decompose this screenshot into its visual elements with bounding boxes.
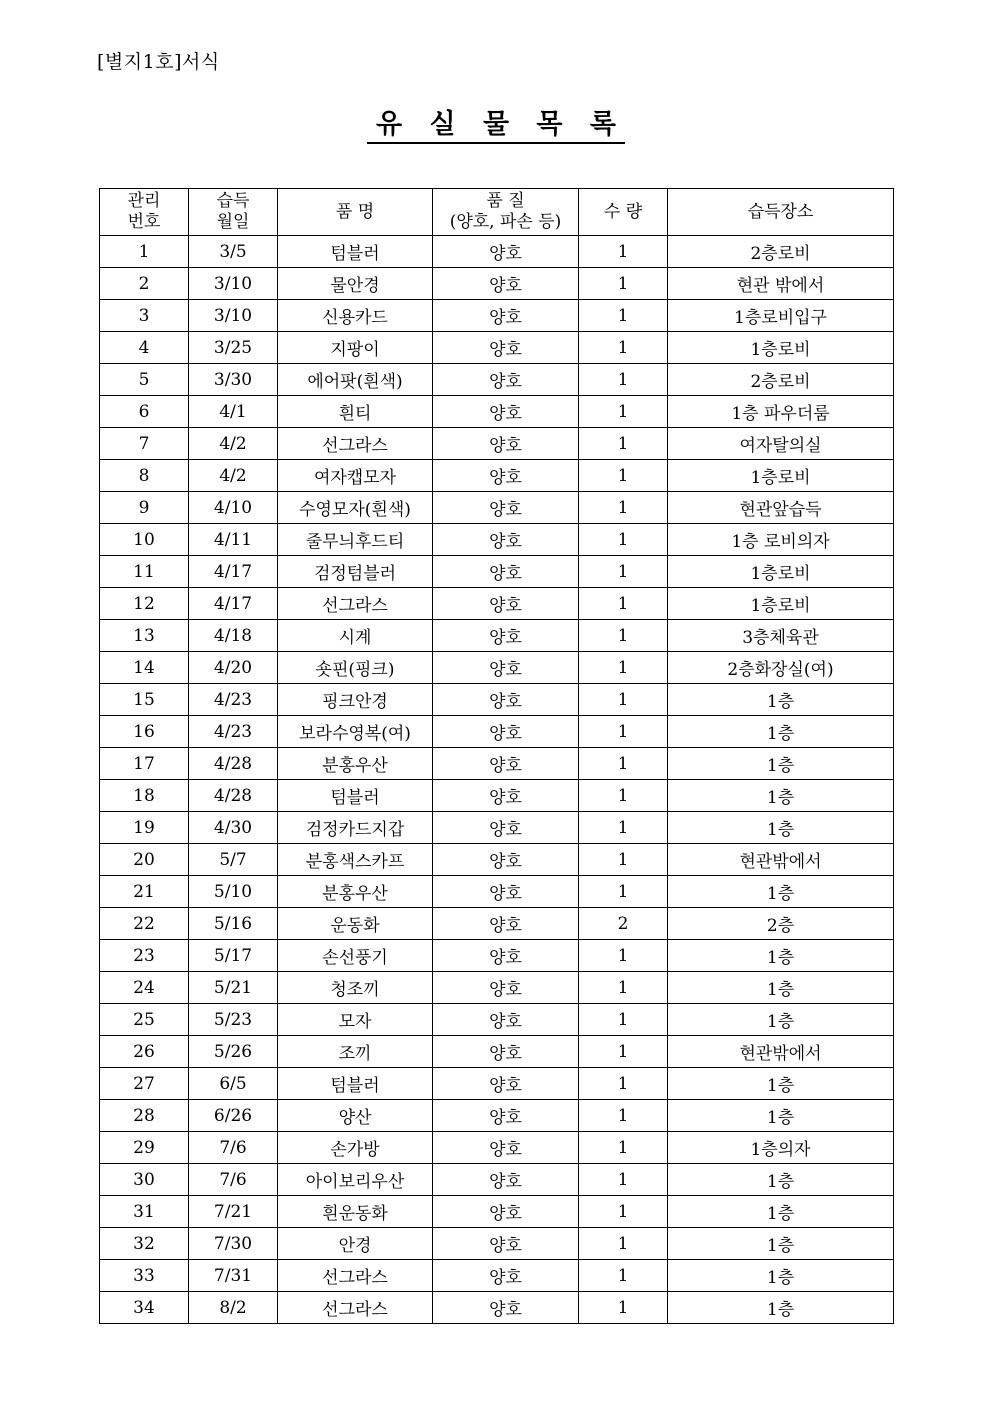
cell-date: 4/28 [189,748,278,780]
cell-item-name: 흰운동화 [278,1196,433,1228]
table-row [100,1228,894,1260]
cell-quantity: 1 [579,1196,668,1228]
cell-quantity: 1 [579,1260,668,1292]
cell-location: 1층 [668,1260,894,1292]
header-item-name-line1: 품 명 [335,201,375,222]
cell-condition: 양호 [433,1132,579,1164]
cell-id: 33 [100,1260,189,1292]
table-row [100,332,894,364]
header-item-name [278,189,433,236]
cell-item-name: 손선풍기 [278,940,433,972]
cell-quantity: 1 [579,1068,668,1100]
cell-item-name: 텀블러 [278,780,433,812]
cell-item-name: 운동화 [278,908,433,940]
cell-item-name: 선그라스 [278,1292,433,1324]
cell-condition: 양호 [433,460,579,492]
table-row [100,492,894,524]
cell-id: 17 [100,748,189,780]
table-row [100,876,894,908]
cell-id: 22 [100,908,189,940]
cell-date: 4/28 [189,780,278,812]
cell-location: 2층로비 [668,236,894,268]
cell-quantity: 1 [579,1100,668,1132]
cell-quantity: 1 [579,876,668,908]
cell-location: 현관앞습득 [668,492,894,524]
cell-location: 1층 [668,1228,894,1260]
header-quantity-line1: 수 량 [603,201,643,222]
cell-location: 1층로비 [668,332,894,364]
cell-item-name: 텀블러 [278,1068,433,1100]
cell-condition: 양호 [433,716,579,748]
cell-id: 30 [100,1164,189,1196]
cell-location: 1층 [668,940,894,972]
cell-date: 3/5 [189,236,278,268]
cell-quantity: 1 [579,332,668,364]
cell-date: 4/18 [189,620,278,652]
cell-item-name: 청조끼 [278,972,433,1004]
cell-quantity: 1 [579,1292,668,1324]
cell-quantity: 1 [579,972,668,1004]
cell-item-name: 분홍우산 [278,748,433,780]
cell-condition: 양호 [433,876,579,908]
cell-id: 1 [100,236,189,268]
table-row [100,428,894,460]
cell-item-name: 흰티 [278,396,433,428]
cell-date: 5/16 [189,908,278,940]
table-row [100,268,894,300]
cell-condition: 양호 [433,332,579,364]
cell-condition: 양호 [433,1004,579,1036]
cell-id: 14 [100,652,189,684]
cell-id: 25 [100,1004,189,1036]
cell-quantity: 1 [579,492,668,524]
document-title: 유 실 물 목 록 [367,108,625,144]
cell-condition: 양호 [433,428,579,460]
table-row [100,1004,894,1036]
cell-condition: 양호 [433,524,579,556]
table-row [100,1292,894,1324]
table-row [100,684,894,716]
document-title-wrap [0,108,992,144]
cell-id: 7 [100,428,189,460]
cell-item-name: 분홍색스카프 [278,844,433,876]
table-row [100,748,894,780]
cell-id: 31 [100,1196,189,1228]
cell-id: 29 [100,1132,189,1164]
table-row [100,1036,894,1068]
cell-id: 32 [100,1228,189,1260]
cell-quantity: 1 [579,524,668,556]
cell-id: 23 [100,940,189,972]
cell-date: 7/30 [189,1228,278,1260]
cell-date: 6/26 [189,1100,278,1132]
cell-date: 4/2 [189,428,278,460]
cell-date: 7/31 [189,1260,278,1292]
cell-condition: 양호 [433,652,579,684]
cell-item-name: 수영모자(흰색) [278,492,433,524]
cell-id: 26 [100,1036,189,1068]
cell-date: 5/26 [189,1036,278,1068]
cell-quantity: 1 [579,300,668,332]
cell-quantity: 1 [579,236,668,268]
table-row [100,620,894,652]
cell-quantity: 1 [579,364,668,396]
cell-quantity: 1 [579,844,668,876]
cell-location: 1층 [668,1100,894,1132]
header-date-line2: 월일 [216,212,250,232]
header-condition-line1: 품 질 [486,191,525,211]
cell-condition: 양호 [433,940,579,972]
cell-id: 21 [100,876,189,908]
table-header [100,189,894,236]
cell-id: 2 [100,268,189,300]
cell-id: 12 [100,588,189,620]
cell-quantity: 1 [579,460,668,492]
table-row [100,652,894,684]
cell-item-name: 조끼 [278,1036,433,1068]
cell-location: 현관밖에서 [668,844,894,876]
cell-date: 4/11 [189,524,278,556]
cell-condition: 양호 [433,1068,579,1100]
cell-condition: 양호 [433,268,579,300]
cell-date: 5/21 [189,972,278,1004]
cell-location: 1층 [668,1004,894,1036]
cell-date: 4/1 [189,396,278,428]
cell-date: 4/30 [189,812,278,844]
table-row [100,812,894,844]
cell-location: 1층 [668,1164,894,1196]
cell-location: 1층로비 [668,460,894,492]
cell-condition: 양호 [433,908,579,940]
cell-id: 34 [100,1292,189,1324]
cell-quantity: 1 [579,268,668,300]
cell-id: 11 [100,556,189,588]
cell-id: 4 [100,332,189,364]
cell-date: 8/2 [189,1292,278,1324]
cell-condition: 양호 [433,300,579,332]
table-body [100,236,894,1324]
cell-location: 현관밖에서 [668,1036,894,1068]
cell-quantity: 1 [579,1004,668,1036]
cell-id: 19 [100,812,189,844]
table-row [100,716,894,748]
cell-location: 1층 [668,972,894,1004]
table-row [100,300,894,332]
cell-item-name: 시계 [278,620,433,652]
cell-condition: 양호 [433,1260,579,1292]
cell-location: 1층 [668,1292,894,1324]
cell-item-name: 지팡이 [278,332,433,364]
cell-date: 3/10 [189,300,278,332]
cell-id: 20 [100,844,189,876]
cell-item-name: 물안경 [278,268,433,300]
cell-location: 1층 [668,1196,894,1228]
cell-id: 28 [100,1100,189,1132]
form-label: [별지1호]서식 [97,51,220,73]
cell-item-name: 손가방 [278,1132,433,1164]
header-id-line1: 관리 [127,191,161,211]
table-row [100,1132,894,1164]
cell-location: 2층로비 [668,364,894,396]
cell-condition: 양호 [433,556,579,588]
table-row [100,460,894,492]
cell-quantity: 1 [579,1228,668,1260]
cell-item-name: 양산 [278,1100,433,1132]
table-row [100,524,894,556]
cell-location: 1층 [668,780,894,812]
cell-item-name: 검정텀블러 [278,556,433,588]
cell-condition: 양호 [433,1036,579,1068]
cell-condition: 양호 [433,620,579,652]
cell-location: 1층 [668,684,894,716]
table-row [100,588,894,620]
cell-location: 1층 [668,1068,894,1100]
header-id-line2: 번호 [127,212,161,232]
table-row [100,556,894,588]
cell-quantity: 1 [579,748,668,780]
cell-date: 4/17 [189,588,278,620]
cell-item-name: 안경 [278,1228,433,1260]
cell-date: 4/2 [189,460,278,492]
header-id [100,189,189,236]
cell-location: 1층로비 [668,556,894,588]
table-row [100,780,894,812]
cell-date: 5/10 [189,876,278,908]
cell-quantity: 1 [579,1132,668,1164]
cell-quantity: 1 [579,940,668,972]
header-location [668,189,894,236]
lost-items-table [99,188,894,1324]
cell-quantity: 1 [579,684,668,716]
cell-id: 27 [100,1068,189,1100]
cell-item-name: 선그라스 [278,1260,433,1292]
cell-date: 7/21 [189,1196,278,1228]
cell-location: 1층 [668,748,894,780]
cell-item-name: 아이보리우산 [278,1164,433,1196]
cell-condition: 양호 [433,1228,579,1260]
cell-location: 1층 [668,876,894,908]
cell-date: 3/10 [189,268,278,300]
cell-location: 1층 [668,812,894,844]
cell-condition: 양호 [433,748,579,780]
cell-item-name: 선그라스 [278,428,433,460]
cell-item-name: 분홍우산 [278,876,433,908]
cell-quantity: 1 [579,556,668,588]
table-row [100,1260,894,1292]
cell-location: 1층 파우더룸 [668,396,894,428]
cell-item-name: 신용카드 [278,300,433,332]
header-quantity [579,189,668,236]
cell-location: 여자탈의실 [668,428,894,460]
cell-quantity: 1 [579,428,668,460]
cell-quantity: 1 [579,588,668,620]
cell-id: 15 [100,684,189,716]
cell-id: 13 [100,620,189,652]
table-row [100,236,894,268]
cell-date: 4/23 [189,684,278,716]
cell-location: 1층 [668,716,894,748]
header-date-line1: 습득 [216,191,250,211]
cell-date: 7/6 [189,1164,278,1196]
header-row [100,189,894,236]
table-row [100,364,894,396]
cell-condition: 양호 [433,1164,579,1196]
header-location-line1: 습득장소 [747,201,814,222]
cell-quantity: 2 [579,908,668,940]
table-row [100,908,894,940]
cell-location: 3층체육관 [668,620,894,652]
cell-id: 16 [100,716,189,748]
cell-date: 6/5 [189,1068,278,1100]
cell-quantity: 1 [579,812,668,844]
cell-item-name: 선그라스 [278,588,433,620]
header-condition-line2: (양호, 파손 등) [449,212,562,232]
cell-condition: 양호 [433,492,579,524]
cell-quantity: 1 [579,780,668,812]
cell-id: 3 [100,300,189,332]
cell-location: 1층로비입구 [668,300,894,332]
cell-item-name: 에어팟(흰색) [278,364,433,396]
table-row [100,1196,894,1228]
cell-condition: 양호 [433,396,579,428]
cell-location: 1층의자 [668,1132,894,1164]
cell-date: 3/30 [189,364,278,396]
table-row [100,396,894,428]
cell-item-name: 여자캡모자 [278,460,433,492]
cell-id: 6 [100,396,189,428]
cell-date: 4/17 [189,556,278,588]
cell-condition: 양호 [433,1100,579,1132]
cell-condition: 양호 [433,588,579,620]
cell-date: 4/10 [189,492,278,524]
cell-condition: 양호 [433,780,579,812]
cell-condition: 양호 [433,684,579,716]
header-date [189,189,278,236]
cell-location: 1층 로비의자 [668,524,894,556]
cell-id: 8 [100,460,189,492]
cell-quantity: 1 [579,396,668,428]
cell-item-name: 숏핀(핑크) [278,652,433,684]
cell-id: 10 [100,524,189,556]
cell-quantity: 1 [579,1036,668,1068]
cell-condition: 양호 [433,236,579,268]
cell-id: 5 [100,364,189,396]
cell-quantity: 1 [579,652,668,684]
table-row [100,844,894,876]
cell-location: 2층 [668,908,894,940]
table-row [100,972,894,1004]
cell-condition: 양호 [433,812,579,844]
cell-date: 5/23 [189,1004,278,1036]
cell-date: 5/7 [189,844,278,876]
table-row [100,1100,894,1132]
cell-date: 7/6 [189,1132,278,1164]
cell-item-name: 모자 [278,1004,433,1036]
cell-condition: 양호 [433,972,579,1004]
cell-condition: 양호 [433,844,579,876]
table-row [100,1068,894,1100]
cell-id: 9 [100,492,189,524]
cell-item-name: 검정카드지갑 [278,812,433,844]
cell-location: 현관 밖에서 [668,268,894,300]
table-row [100,940,894,972]
cell-id: 18 [100,780,189,812]
cell-location: 2층화장실(여) [668,652,894,684]
header-condition [433,189,579,236]
cell-date: 3/25 [189,332,278,364]
cell-quantity: 1 [579,620,668,652]
cell-date: 4/23 [189,716,278,748]
cell-location: 1층로비 [668,588,894,620]
cell-date: 5/17 [189,940,278,972]
cell-item-name: 텀블러 [278,236,433,268]
cell-quantity: 1 [579,1164,668,1196]
cell-item-name: 핑크안경 [278,684,433,716]
cell-item-name: 줄무늬후드티 [278,524,433,556]
cell-quantity: 1 [579,716,668,748]
cell-item-name: 보라수영복(여) [278,716,433,748]
cell-date: 4/20 [189,652,278,684]
cell-id: 24 [100,972,189,1004]
cell-condition: 양호 [433,364,579,396]
cell-condition: 양호 [433,1292,579,1324]
table-row [100,1164,894,1196]
cell-condition: 양호 [433,1196,579,1228]
